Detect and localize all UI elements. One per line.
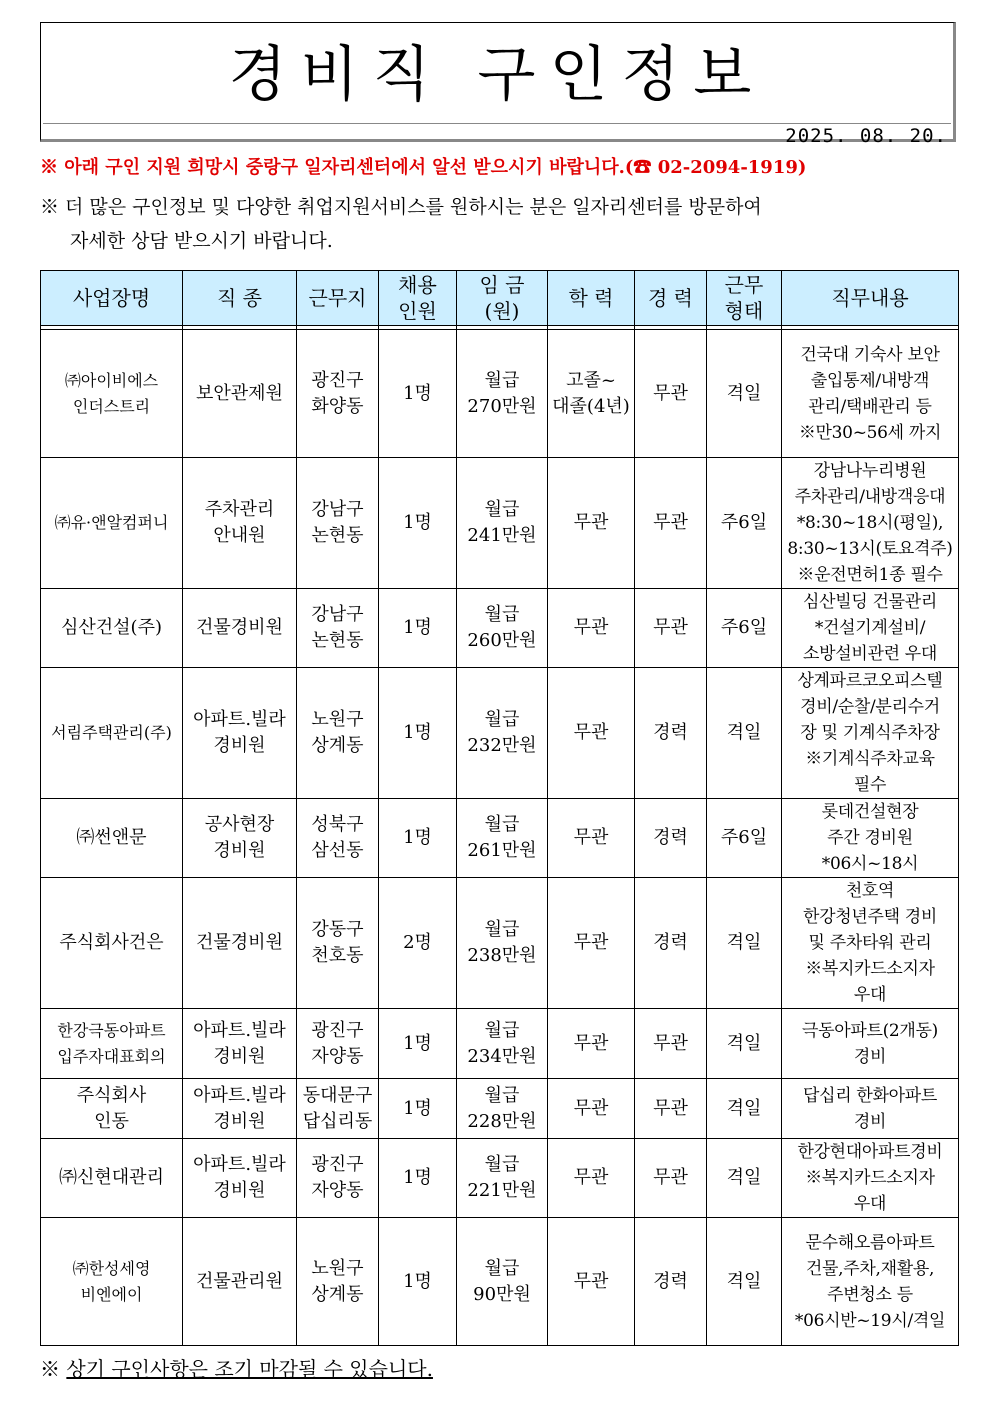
cell-location: 성북구 삼선동 <box>297 799 379 878</box>
cell-experience: 무관 <box>635 1139 707 1218</box>
cell-count: 1명 <box>379 589 457 668</box>
cell-company: ㈜신현대관리 <box>41 1139 183 1218</box>
cell-count: 2명 <box>379 878 457 1009</box>
table-row <box>41 1079 959 1139</box>
header-wage: 임 금 (원) <box>457 271 548 326</box>
cell-company: 주식회사 인동 <box>41 1079 183 1139</box>
cell-duty: 상계파르코오피스텔 경비/순찰/분리수거 장 및 기계식주차장 ※기계식주차교육 필수 <box>782 668 959 799</box>
table-row <box>41 799 959 878</box>
cell-duty: 문수해오름아파트 건물,주차,재활용, 주변청소 등 *06시반~19시/격일 <box>782 1218 959 1346</box>
job-listings-table <box>40 270 959 1346</box>
table-row <box>41 589 959 668</box>
footer-note <box>40 1353 433 1382</box>
cell-worktype: 주6일 <box>707 799 782 878</box>
cell-count: 1명 <box>379 458 457 589</box>
page-title: 경비직 구인정보 <box>228 40 766 110</box>
cell-job: 아파트.빌라 경비원 <box>183 1139 297 1218</box>
cell-job: 아파트.빌라 경비원 <box>183 1079 297 1139</box>
cell-company: ㈜한성세영 비엔에이 <box>41 1218 183 1346</box>
cell-duty: 천호역 한강청년주택 경비 및 주차타워 관리 ※복지카드소지자 우대 <box>782 878 959 1009</box>
cell-worktype: 주6일 <box>707 458 782 589</box>
cell-experience: 경력 <box>635 668 707 799</box>
table-row <box>41 330 959 458</box>
table-header-row <box>41 271 959 326</box>
info-notice-line1: ※ 더 많은 구인정보 및 다양한 취업지원서비스를 원하시는 분은 일자리센터를 방문하여 <box>40 196 762 218</box>
cell-worktype: 격일 <box>707 878 782 1009</box>
table-row <box>41 1009 959 1079</box>
cell-company: ㈜아이비에스 인더스트리 <box>41 330 183 458</box>
cell-worktype: 격일 <box>707 330 782 458</box>
table-row <box>41 668 959 799</box>
title-box <box>40 22 956 147</box>
cell-job: 아파트.빌라 경비원 <box>183 1009 297 1079</box>
cell-education: 고졸~ 대졸(4년) <box>548 330 635 458</box>
cell-job: 아파트.빌라 경비원 <box>183 668 297 799</box>
cell-experience: 경력 <box>635 1218 707 1346</box>
table-body <box>41 326 959 1346</box>
cell-wage: 월급 270만원 <box>457 330 548 458</box>
cell-experience: 경력 <box>635 878 707 1009</box>
header-experience: 경 력 <box>635 271 707 326</box>
cell-wage: 월급 90만원 <box>457 1218 548 1346</box>
table-row <box>41 878 959 1009</box>
cell-worktype: 격일 <box>707 1009 782 1079</box>
cell-job: 건물관리원 <box>183 1218 297 1346</box>
cell-wage: 월급 228만원 <box>457 1079 548 1139</box>
header-job: 직 종 <box>183 271 297 326</box>
cell-education: 무관 <box>548 589 635 668</box>
title-divider <box>43 123 951 124</box>
cell-location: 광진구 자양동 <box>297 1009 379 1079</box>
footer-mark: ※ <box>40 1357 60 1381</box>
cell-duty: 건국대 기숙사 보안 출입통제/내방객 관리/택배관리 등 ※만30~56세 까지 <box>782 330 959 458</box>
info-notice-line2: 자세한 상담 받으시기 바랍니다. <box>70 230 333 252</box>
cell-worktype: 격일 <box>707 1079 782 1139</box>
header-company: 사업장명 <box>41 271 183 326</box>
cell-job: 보안관제원 <box>183 330 297 458</box>
cell-company: ㈜썬앤문 <box>41 799 183 878</box>
cell-duty: 심산빌딩 건물관리 *건설기계설비/ 소방설비관련 우대 <box>782 589 959 668</box>
cell-count: 1명 <box>379 668 457 799</box>
cell-education: 무관 <box>548 458 635 589</box>
cell-duty: 롯데건설현장 주간 경비원 *06시~18시 <box>782 799 959 878</box>
cell-duty: 한강현대아파트경비 ※복지카드소지자 우대 <box>782 1139 959 1218</box>
cell-location: 강남구 논현동 <box>297 458 379 589</box>
cell-education: 무관 <box>548 1218 635 1346</box>
cell-job: 공사현장 경비원 <box>183 799 297 878</box>
cell-worktype: 주6일 <box>707 589 782 668</box>
header-duty: 직무내용 <box>782 271 959 326</box>
cell-education: 무관 <box>548 1079 635 1139</box>
cell-count: 1명 <box>379 1009 457 1079</box>
cell-job: 건물경비원 <box>183 878 297 1009</box>
cell-experience: 무관 <box>635 589 707 668</box>
cell-wage: 월급 261만원 <box>457 799 548 878</box>
cell-wage: 월급 234만원 <box>457 1009 548 1079</box>
cell-experience: 무관 <box>635 458 707 589</box>
header-count: 채용 인원 <box>379 271 457 326</box>
cell-education: 무관 <box>548 878 635 1009</box>
cell-company: 심산건설(주) <box>41 589 183 668</box>
cell-experience: 무관 <box>635 330 707 458</box>
cell-duty: 극동아파트(2개동) 경비 <box>782 1009 959 1079</box>
cell-count: 1명 <box>379 330 457 458</box>
contact-notice: ※ 아래 구인 지원 희망시 중랑구 일자리센터에서 알선 받으시기 바랍니다.(☎ 02-2094-1919) <box>40 157 807 178</box>
cell-education: 무관 <box>548 668 635 799</box>
cell-location: 강남구 논현동 <box>297 589 379 668</box>
cell-education: 무관 <box>548 1139 635 1218</box>
header-education: 학 력 <box>548 271 635 326</box>
cell-job: 건물경비원 <box>183 589 297 668</box>
table-row <box>41 1139 959 1218</box>
cell-count: 1명 <box>379 1139 457 1218</box>
cell-worktype: 격일 <box>707 1218 782 1346</box>
cell-education: 무관 <box>548 1009 635 1079</box>
header-location: 근무지 <box>297 271 379 326</box>
cell-wage: 월급 238만원 <box>457 878 548 1009</box>
cell-worktype: 격일 <box>707 668 782 799</box>
cell-wage: 월급 241만원 <box>457 458 548 589</box>
table-row <box>41 1218 959 1346</box>
cell-location: 동대문구 답십리동 <box>297 1079 379 1139</box>
table-row <box>41 458 959 589</box>
cell-company: 서림주택관리(주) <box>41 668 183 799</box>
cell-count: 1명 <box>379 1079 457 1139</box>
cell-education: 무관 <box>548 799 635 878</box>
cell-wage: 월급 232만원 <box>457 668 548 799</box>
cell-company: 한강극동아파트 입주자대표회의 <box>41 1009 183 1079</box>
posting-date: 2025. 08. 20. <box>785 125 947 147</box>
cell-experience: 무관 <box>635 1079 707 1139</box>
cell-location: 노원구 상계동 <box>297 668 379 799</box>
footer-text: 상기 구인사항은 조기 마감될 수 있습니다. <box>66 1357 433 1381</box>
cell-count: 1명 <box>379 799 457 878</box>
cell-wage: 월급 260만원 <box>457 589 548 668</box>
cell-worktype: 격일 <box>707 1139 782 1218</box>
cell-job: 주차관리 안내원 <box>183 458 297 589</box>
cell-duty: 강남나누리병원 주차관리/내방객응대 *8:30~18시(평일), 8:30~13시(토요격주) ※운전면허1종 필수 <box>782 458 959 589</box>
cell-company: 주식회사건은 <box>41 878 183 1009</box>
cell-location: 강동구 천호동 <box>297 878 379 1009</box>
cell-wage: 월급 221만원 <box>457 1139 548 1218</box>
cell-count: 1명 <box>379 1218 457 1346</box>
header-worktype: 근무 형태 <box>707 271 782 326</box>
cell-duty: 답십리 한화아파트 경비 <box>782 1079 959 1139</box>
cell-company: ㈜유·앤알컴퍼니 <box>41 458 183 589</box>
cell-experience: 무관 <box>635 1009 707 1079</box>
cell-location: 광진구 자양동 <box>297 1139 379 1218</box>
cell-experience: 경력 <box>635 799 707 878</box>
cell-location: 노원구 상계동 <box>297 1218 379 1346</box>
cell-location: 광진구 화양동 <box>297 330 379 458</box>
